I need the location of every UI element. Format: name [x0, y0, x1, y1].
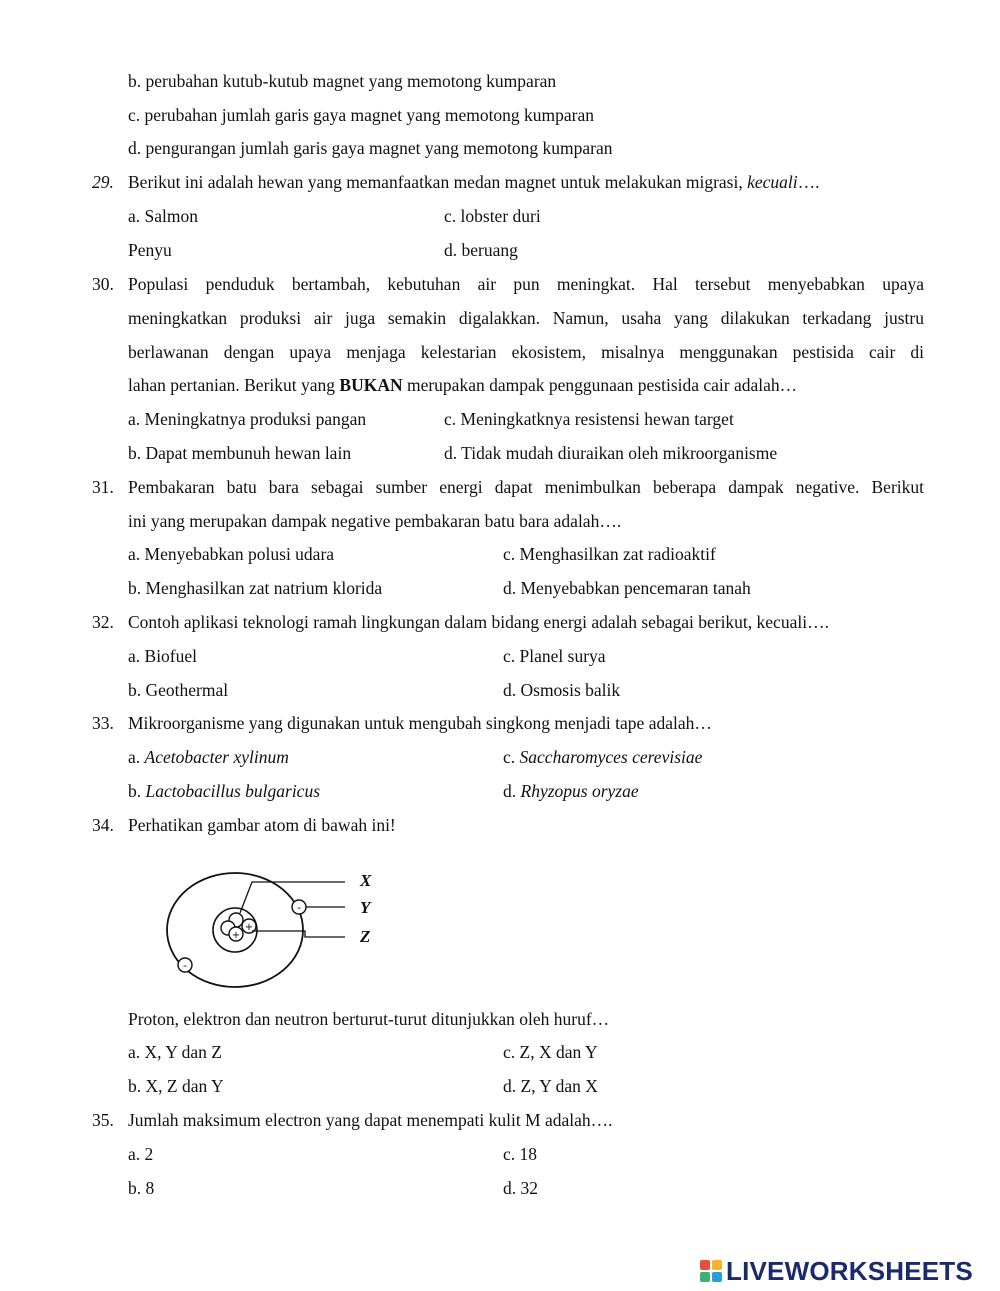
q30-option-d: d. Tidak mudah diuraikan oleh mikroorganisme: [444, 443, 778, 463]
q34-option-d: d. Z, Y dan X: [503, 1076, 598, 1096]
q29-emphasis: kecuali: [747, 172, 798, 192]
proton-sign: +: [231, 930, 241, 941]
q29-number: 29.: [92, 172, 114, 192]
q32-option-b: b. Geothermal: [128, 680, 229, 700]
q34-option-c: c. Z, X dan Y: [503, 1042, 598, 1062]
q30-line-3: berlawanan dengan upaya menjaga kelestarian ekosistem, misalnya menggunakan pestisida cair di: [128, 342, 924, 362]
q29-option-c: c. lobster duri: [444, 206, 541, 226]
q33-option-d-prefix: d.: [503, 781, 517, 801]
q31-option-d: d. Menyebabkan pencemaran tanah: [503, 578, 751, 598]
liveworksheets-icon: [700, 1260, 722, 1282]
q29-text: Berikut ini adalah hewan yang memanfaatkan medan magnet untuk melakukan migrasi,: [128, 172, 743, 192]
q31-line-1: Pembakaran batu bara sebagai sumber energi dapat menimbulkan beberapa dampak negative. Berikut: [128, 477, 924, 497]
q29-option-d: d. beruang: [444, 240, 518, 260]
q33-option-b-prefix: b.: [128, 781, 142, 801]
q33-number: 33.: [92, 713, 114, 733]
q30-line-4a: lahan pertanian. Berikut yang: [128, 375, 336, 395]
q29-tail: ….: [797, 172, 820, 192]
q28-option-c: c. perubahan jumlah garis gaya magnet yang memotong kumparan: [128, 105, 595, 125]
q33-option-d: [503, 780, 639, 802]
q30-line-4: [128, 374, 797, 396]
q32-number: 32.: [92, 612, 114, 632]
q34-number: 34.: [92, 815, 114, 835]
q30-line-2: meningkatkan produksi air juga semakin digalakkan. Namun, usaha yang dilakukan terkadang justru: [128, 308, 924, 328]
q30-option-b: b. Dapat membunuh hewan lain: [128, 443, 352, 463]
q29-option-b: Penyu: [128, 240, 172, 260]
q35-question: Jumlah maksimum electron yang dapat menempati kulit M adalah….: [128, 1110, 613, 1130]
q34-question: Perhatikan gambar atom di bawah ini!: [128, 815, 396, 835]
q32-question: Contoh aplikasi teknologi ramah lingkungan dalam bidang energi adalah sebagai berikut, kecuali….: [128, 612, 829, 632]
q31-number: 31.: [92, 477, 114, 497]
q31-line-2: ini yang merupakan dampak negative pembakaran batu bara adalah….: [128, 511, 622, 531]
q30-number: 30.: [92, 274, 114, 294]
q32-option-c: c. Planel surya: [503, 646, 606, 666]
q33-option-a-prefix: a.: [128, 747, 141, 767]
q33-option-c: [503, 746, 702, 768]
q34-option-a: a. X, Y dan Z: [128, 1042, 222, 1062]
q34-option-b: b. X, Z dan Y: [128, 1076, 224, 1096]
q33-question: Mikroorganisme yang digunakan untuk mengubah singkong menjadi tape adalah…: [128, 713, 712, 733]
q33-option-d-text: Rhyzopus oryzae: [520, 781, 639, 801]
q33-option-b: [128, 780, 320, 802]
q35-option-d: d. 32: [503, 1178, 538, 1198]
q33-option-c-prefix: c.: [503, 747, 516, 767]
label-z: Z: [360, 927, 371, 946]
atom-diagram: [160, 862, 390, 992]
q33-option-b-text: Lactobacillus bulgaricus: [145, 781, 321, 801]
q33-option-a: [128, 746, 289, 768]
q32-option-d: d. Osmosis balik: [503, 680, 621, 700]
proton-sign: +: [244, 922, 254, 933]
q30-line-4c: merupakan dampak penggunaan pestisida cair adalah…: [406, 375, 798, 395]
q35-option-a: a. 2: [128, 1144, 154, 1164]
q29-option-a: a. Salmon: [128, 206, 198, 226]
electron-sign: -: [297, 901, 301, 914]
q28-option-b: b. perubahan kutub-kutub magnet yang memotong kumparan: [128, 71, 557, 91]
leader-line-z: [252, 931, 345, 937]
q30-line-1: Populasi penduduk bertambah, kebutuhan air pun meningkat. Hal tersebut menyebabkan upaya: [128, 274, 924, 294]
q35-number: 35.: [92, 1110, 114, 1130]
q35-option-b: b. 8: [128, 1178, 155, 1198]
electron-sign: -: [183, 959, 187, 972]
q34-prompt: Proton, elektron dan neutron berturut-turut ditunjukkan oleh huruf…: [128, 1009, 610, 1029]
liveworksheets-logo: [700, 1256, 994, 1286]
q35-option-c: c. 18: [503, 1144, 538, 1164]
q30-bukan: BUKAN: [339, 375, 403, 395]
q29-question: [128, 171, 820, 193]
q30-option-a: a. Meningkatnya produksi pangan: [128, 409, 367, 429]
q31-option-c: c. Menghasilkan zat radioaktif: [503, 544, 716, 564]
liveworksheets-wordmark: LIVEWORKSHEETS: [726, 1256, 973, 1286]
q30-option-c: c. Meningkatknya resistensi hewan target: [444, 409, 734, 429]
q31-option-a: a. Menyebabkan polusi udara: [128, 544, 335, 564]
label-y: Y: [360, 898, 371, 917]
q31-option-b: b. Menghasilkan zat natrium klorida: [128, 578, 383, 598]
label-x: X: [360, 871, 372, 890]
q33-option-a-text: Acetobacter xylinum: [144, 747, 289, 767]
q32-option-a: a. Biofuel: [128, 646, 198, 666]
q33-option-c-text: Saccharomyces cerevisiae: [519, 747, 703, 767]
q28-option-d: d. pengurangan jumlah garis gaya magnet yang memotong kumparan: [128, 138, 613, 158]
